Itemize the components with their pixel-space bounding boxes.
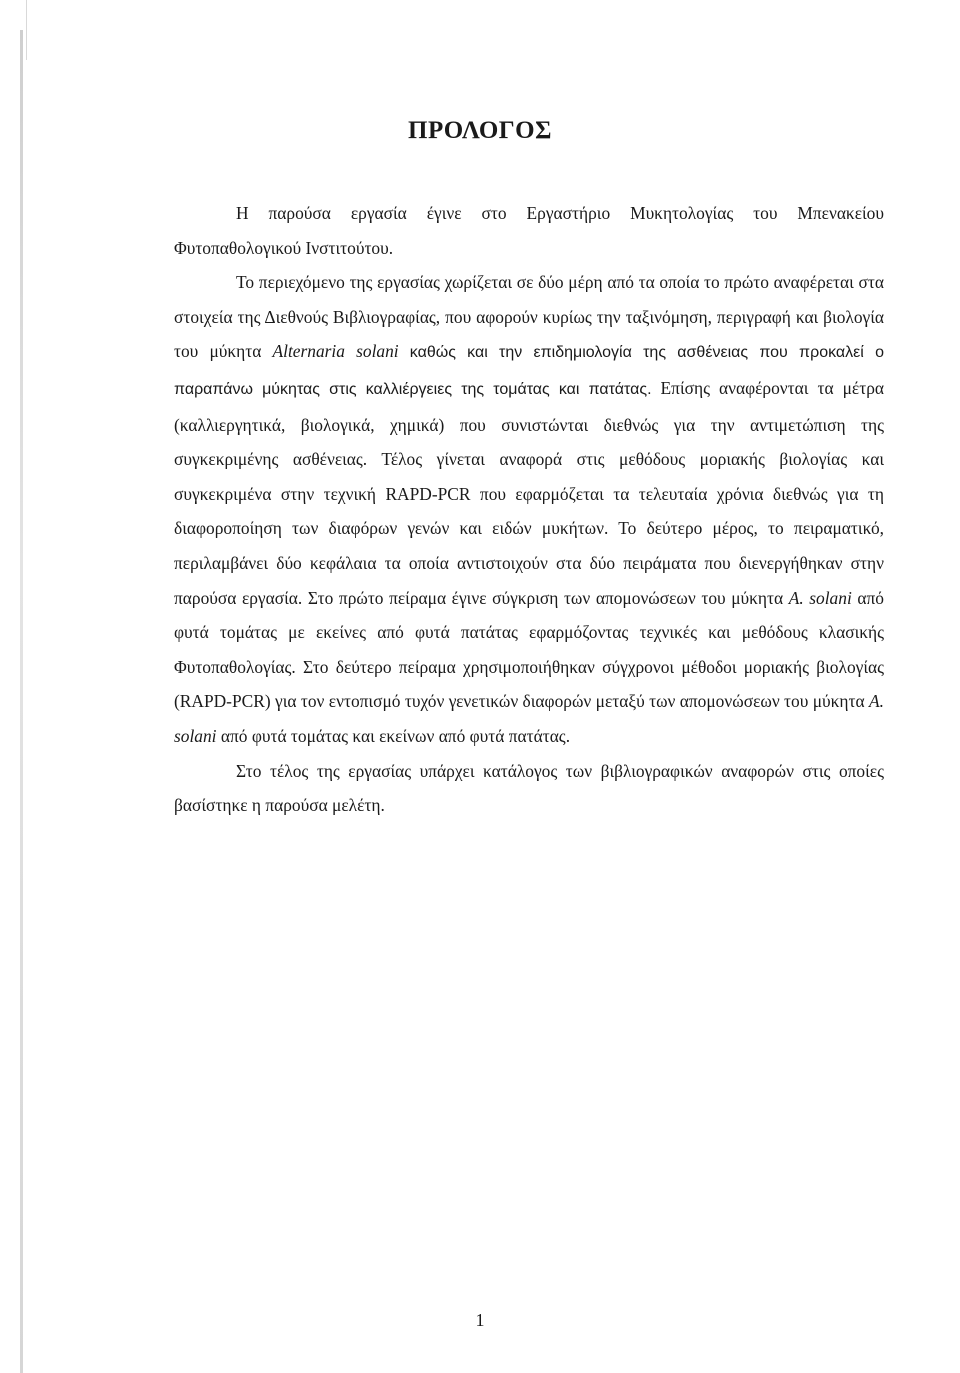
scan-shadow-edge xyxy=(20,30,23,1373)
species-name: Alternaria solani xyxy=(272,341,399,362)
paragraph-content xyxy=(174,265,884,753)
content-text-part-2: καθώς και την επιδημιολογία της ασθένειας που προκαλεί ο παραπάνω μύκητας στις καλλιέργειες της τομάτας και πατάτας. xyxy=(174,344,884,398)
scan-shadow-mark xyxy=(26,0,27,60)
content-text-part-4: Τέλος γίνεται αναφορά στις μεθόδους μοριακής βιολογίας και συγκεκριμένα στην τεχνική RAPD-PCR που εφαρμόζεται τα τελευταία χρόνια διεθνώς για τη διαφοροποίηση των διαφόρων γενών και ειδών μυκήτων. Το δεύτερο μέρος, το πειραματικό, περιλαμβάνει δύο κεφάλαια τα οποία αντιστοιχούν στα δύο πειράματα που διενεργήθηκαν στην παρούσα εργασία. Στο πρώτο πείραμα έγινε σύγκριση των απομονώσεων του μύκητα xyxy=(174,449,885,608)
page-title: ΠΡΟΛΟΓΟΣ xyxy=(408,117,552,144)
document-body xyxy=(174,196,884,823)
paragraph-lab: Η παρούσα εργασία έγινε στο Εργαστήριο Μυκητολογίας του Μπενακείου Φυτοπαθολογικού Ινστιτούτου. xyxy=(174,203,884,258)
content-text-part-3: Επίσης αναφέρονται τα μέτρα (καλλιεργητικά, βιολογικά, χημικά) που συνιστώνται διεθνώς για την αντιμετώπιση της συγκεκριμένης ασθένειας. xyxy=(174,377,884,470)
species-abbrev: A. solani xyxy=(788,587,852,608)
content-text-part-1: Το περιεχόμενο της εργασίας χωρίζεται σε δύο μέρη από τα οποία το πρώτο αναφέρεται στα στοιχεία της Διεθνούς Βιβλιογραφίας, που αφορούν κυρίως την ταξινόμηση, περιγραφή και βιολογία του μύκητα xyxy=(174,272,884,362)
content-text-part-6: από φυτά τομάτας και εκείνων από φυτά πατάτας. xyxy=(220,725,571,746)
paragraph-references: Στο τέλος της εργασίας υπάρχει κατάλογος των βιβλιογραφικών αναφορών στις οποίες βασίστηκε η παρούσα μελέτη. xyxy=(174,760,884,816)
page-number: 1 xyxy=(475,1310,485,1330)
content-text-part-5: από φυτά τομάτας με εκείνες από φυτά πατάτας εφαρμόζοντας τεχνικές και μεθόδους κλασικής Φυτοπαθολογίας. Στο δεύτερο πείραμα χρησιμοποιήθηκαν σύγχρονοι μέθοδοι μοριακής βιολογίας (RAPD-PCR) για τον εντοπισμό τυχόν γενετικών διαφορών μεταξύ των απομονώσεων του μύκητα xyxy=(174,587,884,712)
species-abbrev: A. solani xyxy=(174,691,884,746)
